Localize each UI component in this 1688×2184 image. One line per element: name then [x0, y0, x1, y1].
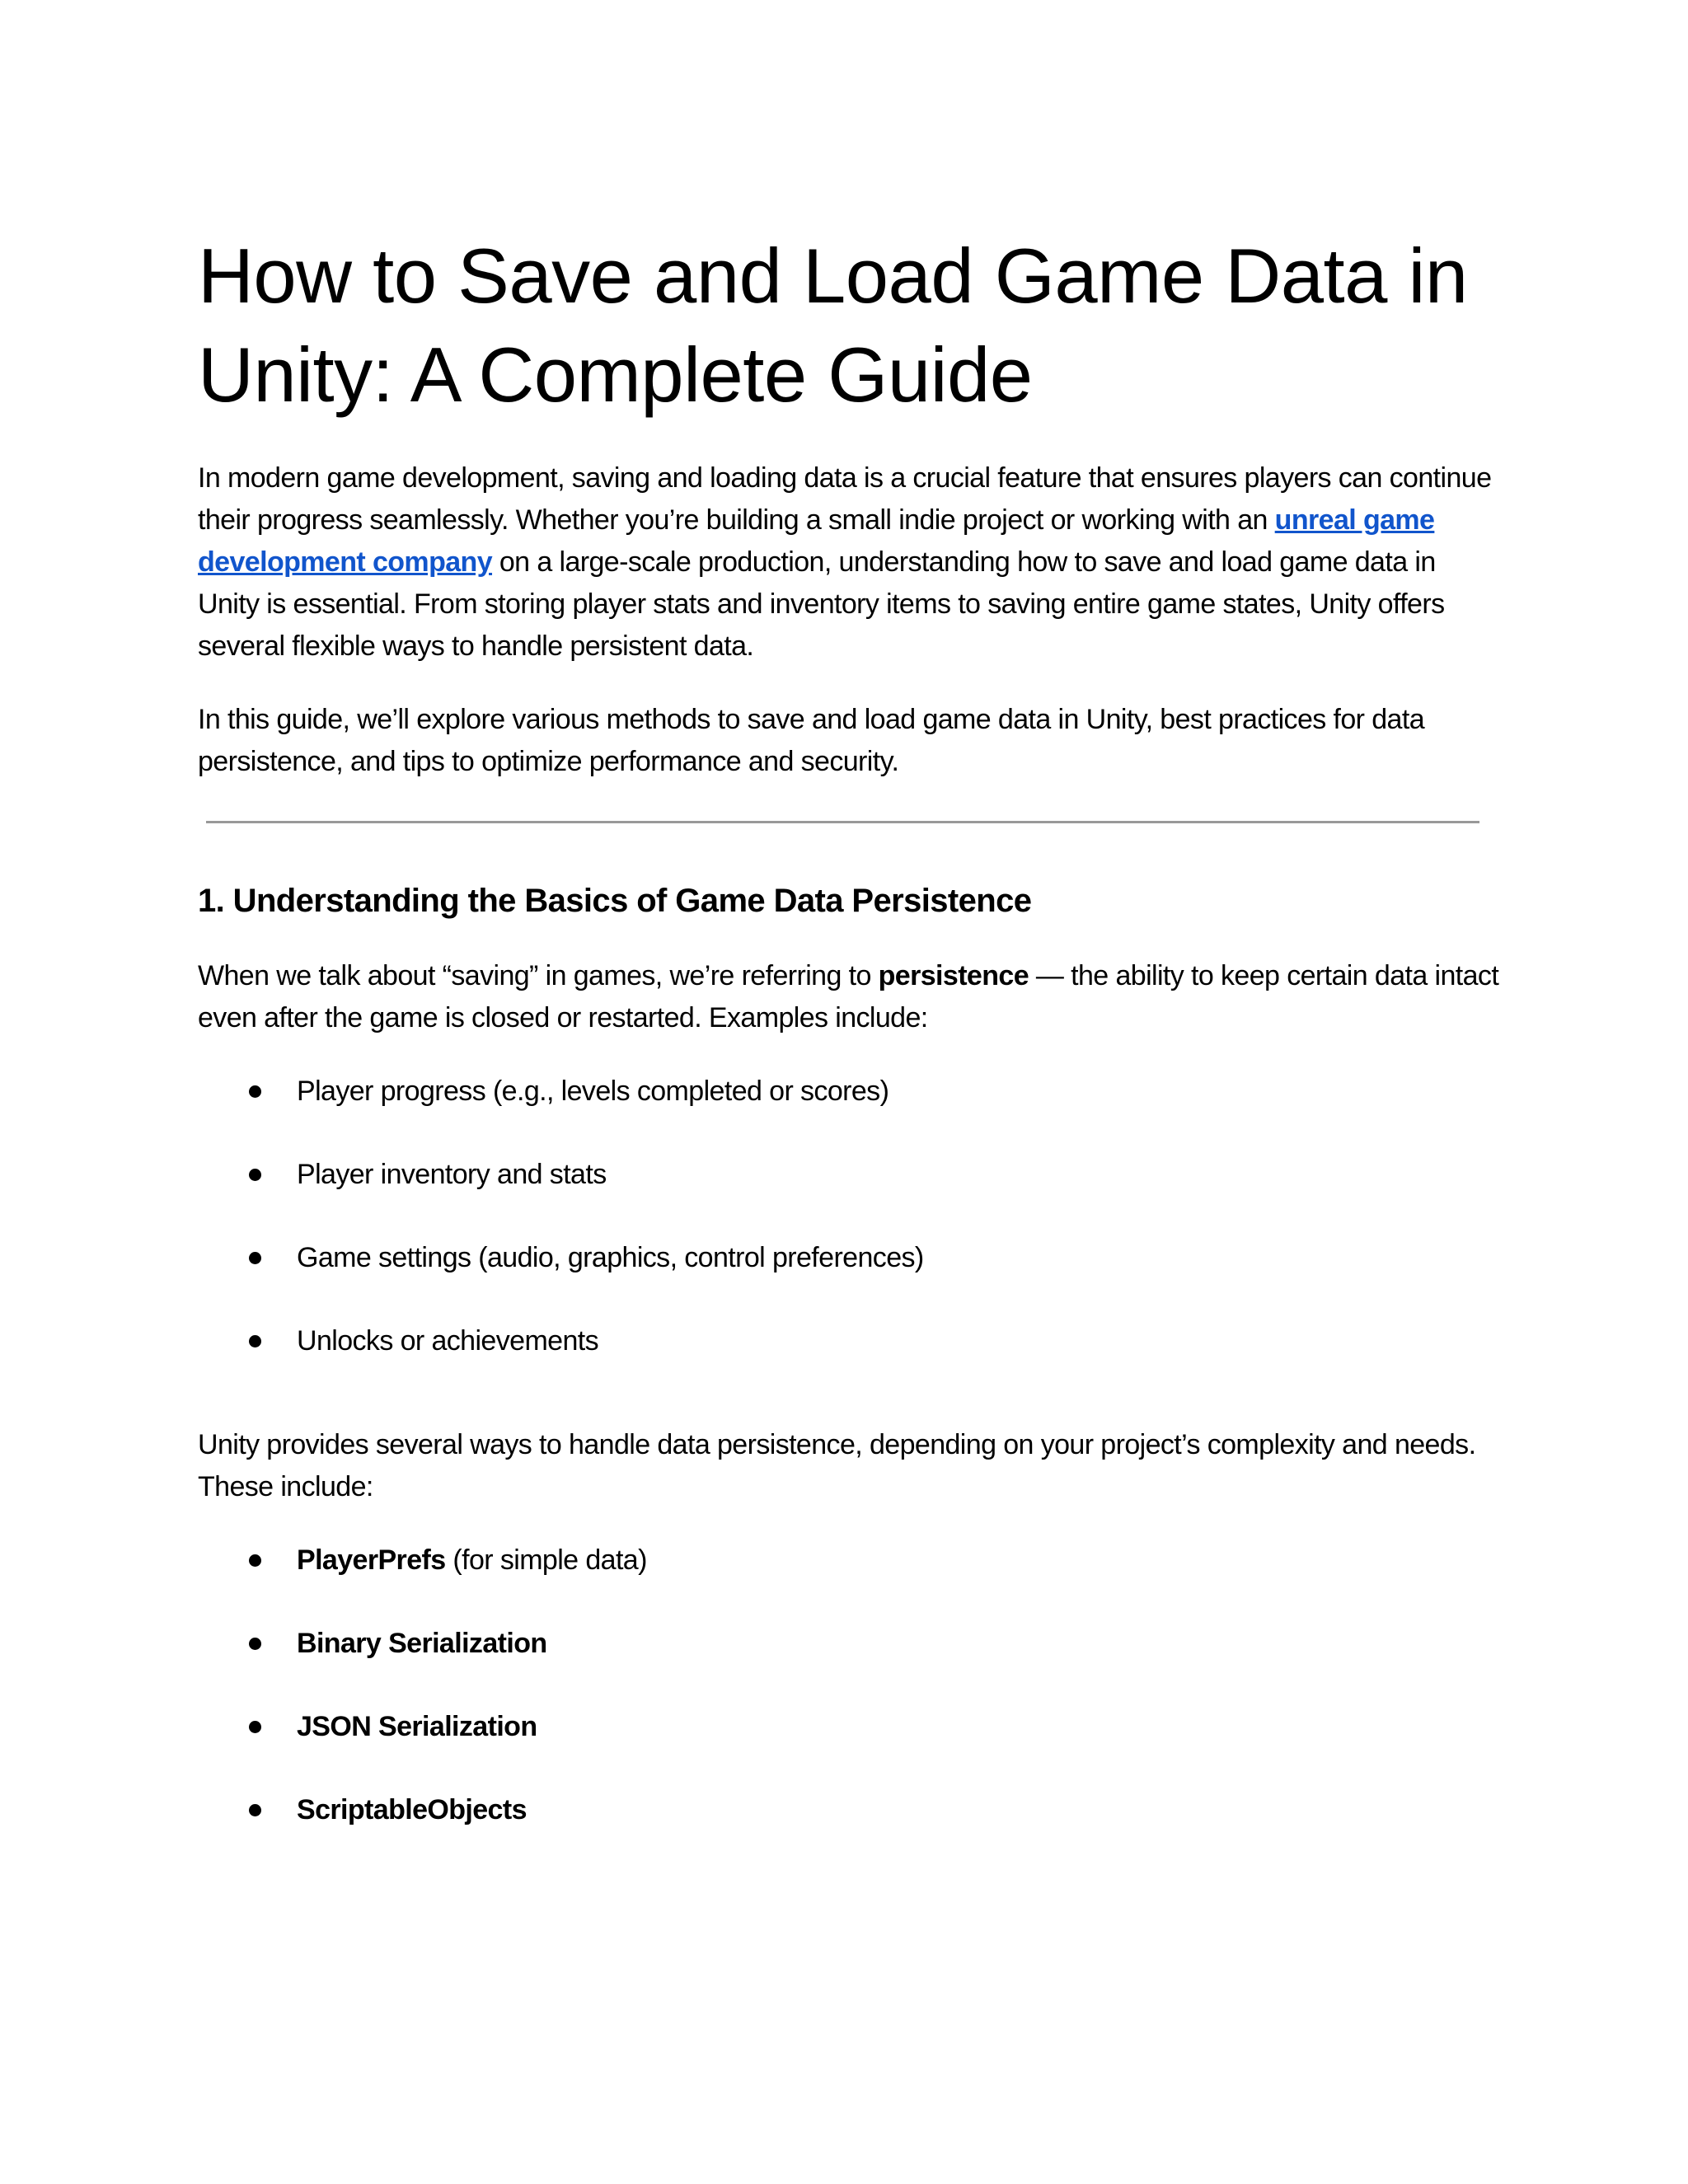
examples-list: [198, 1071, 1500, 1362]
list-item: [198, 1540, 1500, 1582]
bullet-icon: [249, 1335, 261, 1347]
intro-paragraph-1: [198, 457, 1500, 668]
method-note: (for simple data): [445, 1544, 647, 1576]
section-p1-after-bold: — the ability to keep certain data intact even after the game is closed or restarted. Examples include:: [198, 960, 1499, 1033]
intro-text-before-link: In modern game development, saving and loading data is a crucial feature that ensures players can continue their progress seamlessly. Whether you’re building a small indie project or working with an: [198, 462, 1492, 536]
document-page: [198, 227, 1500, 1825]
list-item: [198, 1154, 1500, 1196]
persistence-term: persistence: [878, 960, 1029, 991]
bullet-icon: [249, 1804, 261, 1816]
list-item: [198, 1789, 1500, 1831]
list-item-text: Player inventory and stats: [297, 1159, 607, 1190]
section-paragraph-2: Unity provides several ways to handle data persistence, depending on your project’s complexity and needs. These include:: [198, 1429, 1476, 1502]
section-p1-before-bold: When we talk about “saving” in games, we’re referring to: [198, 960, 879, 991]
unreal-company-link[interactable]: unreal game development company: [198, 504, 1435, 578]
bullet-icon: [249, 1169, 261, 1181]
bullet-icon: [249, 1252, 261, 1264]
method-name: PlayerPrefs: [297, 1544, 446, 1576]
bullet-icon: [249, 1554, 261, 1567]
list-item: [198, 1706, 1500, 1748]
intro-text-after-link: on a large-scale production, understanding how to save and load game data in Unity is essential. From storing player stats and inventory items to saving entire game states, Unity offers several flexible ways to handle persistent data.: [198, 546, 1445, 662]
list-item-text: Player progress (e.g., levels completed or scores): [297, 1076, 889, 1107]
document-title: How to Save and Load Game Data in Unity: A Complete Guide: [198, 232, 1468, 418]
list-item: [198, 1071, 1500, 1113]
section-paragraph-1: [198, 955, 1500, 1039]
method-name: ScriptableObjects: [297, 1794, 527, 1825]
horizontal-divider: [206, 821, 1479, 823]
intro-paragraph-2: In this guide, we’ll explore various methods to save and load game data in Unity, best practices for data persistence, and tips to optimize performance and security.: [198, 704, 1425, 777]
section-1: [198, 879, 1500, 1872]
section-heading: 1. Understanding the Basics of Game Data Persistence: [198, 883, 1032, 919]
bullet-icon: [249, 1721, 261, 1733]
list-item-text: Unlocks or achievements: [297, 1325, 599, 1357]
list-item: [198, 1237, 1500, 1279]
method-name: JSON Serialization: [297, 1711, 537, 1742]
list-item: [198, 1623, 1500, 1665]
methods-list: [198, 1540, 1500, 1831]
list-item: [198, 1320, 1500, 1362]
bullet-icon: [249, 1638, 261, 1650]
list-item-text: Game settings (audio, graphics, control preferences): [297, 1242, 924, 1273]
method-name: Binary Serialization: [297, 1628, 547, 1659]
bullet-icon: [249, 1085, 261, 1098]
